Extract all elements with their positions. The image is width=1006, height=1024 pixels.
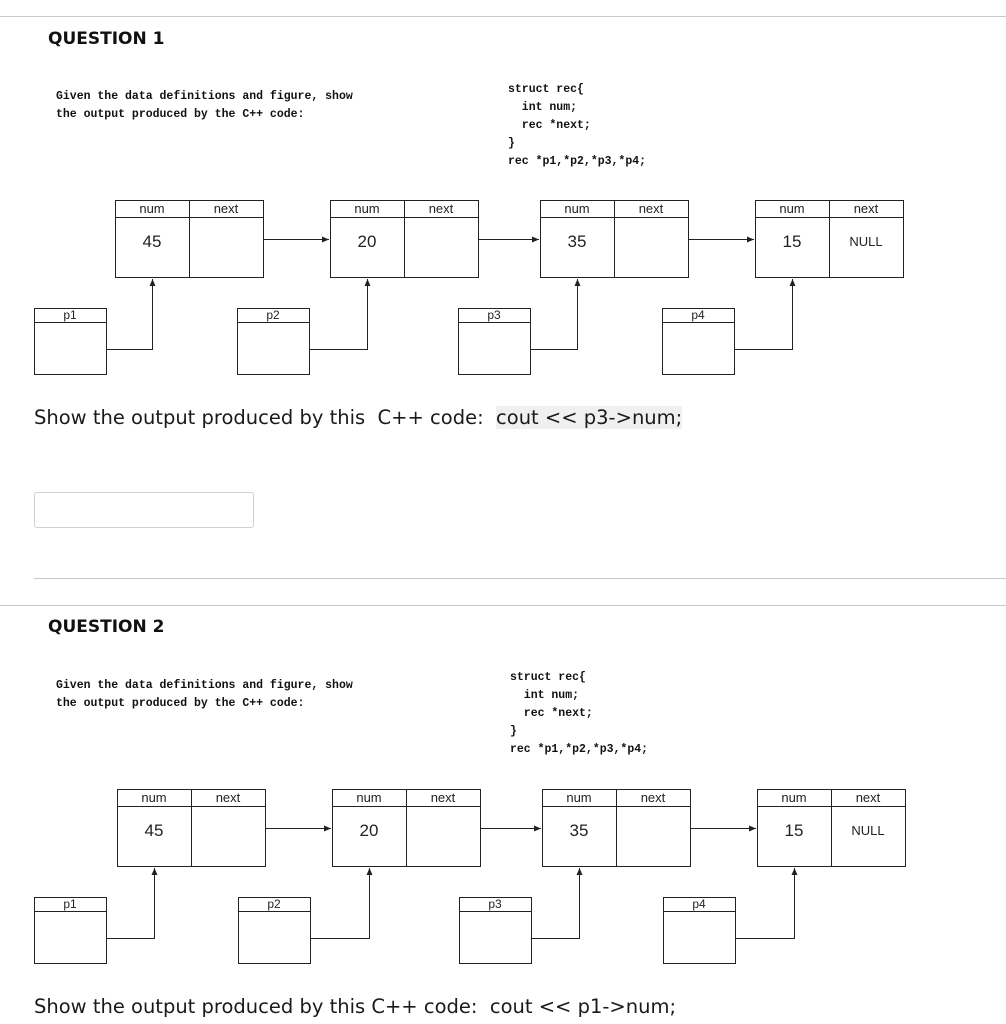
prompt-text: Show the output produced by this C++ code: <box>34 995 490 1018</box>
list-node <box>332 789 481 867</box>
num-value: 20 <box>357 232 377 251</box>
num-field-label: num <box>356 790 382 805</box>
pointer-name: p4 <box>691 308 705 322</box>
pointer-arrow <box>530 279 578 350</box>
num-field-label: num <box>139 201 165 216</box>
pointer-variable <box>662 308 735 375</box>
pointer-arrow <box>106 868 155 939</box>
num-field-label: num <box>781 790 807 805</box>
code-line: rec *p1,*p2,*p3,*p4; <box>508 155 647 168</box>
description-line: the output produced by the C++ code: <box>56 697 305 710</box>
question-2-prompt <box>34 995 676 1018</box>
description-line: Given the data definitions and figure, show <box>56 90 353 103</box>
pointer-arrow <box>531 868 580 939</box>
pointer-arrow <box>309 279 368 350</box>
pointer-variable <box>663 897 736 964</box>
code-line: int num; <box>510 689 580 702</box>
next-field-label: next <box>430 790 456 805</box>
question-1-bottom-divider <box>34 578 1006 579</box>
pointer-variable <box>458 308 531 375</box>
code-line: struct rec{ <box>508 83 584 96</box>
question-1-title: QUESTION 1 <box>48 29 165 49</box>
prompt-code: cout << p1->num; <box>489 995 677 1018</box>
pointer-name: p2 <box>266 308 280 322</box>
question-1-prompt <box>34 406 682 429</box>
next-field-label: next <box>855 790 881 805</box>
pointer-arrow <box>734 279 793 350</box>
num-value: 35 <box>567 232 587 251</box>
list-node <box>757 789 906 867</box>
list-node <box>117 789 266 867</box>
question-2-top-divider <box>0 605 1006 606</box>
next-field-label: next <box>853 201 879 216</box>
pointer-arrow <box>106 279 153 350</box>
pointer-name: p3 <box>487 308 501 322</box>
code-line: struct rec{ <box>510 671 586 684</box>
prompt-text: Show the output produced by this C++ code: <box>34 406 497 429</box>
num-value: 45 <box>144 821 164 840</box>
pointer-name: p2 <box>267 897 281 911</box>
list-node <box>542 789 691 867</box>
num-value: 15 <box>782 232 802 251</box>
pointer-variable <box>237 308 310 375</box>
pointer-arrow <box>310 868 370 939</box>
pointer-variable <box>34 308 107 375</box>
code-line: rec *p1,*p2,*p3,*p4; <box>510 743 649 756</box>
next-field-label: next <box>640 790 666 805</box>
num-value: 20 <box>359 821 379 840</box>
num-value: 45 <box>142 232 162 251</box>
description-line: the output produced by the C++ code: <box>56 108 305 121</box>
question-1-linked-list-figure <box>0 190 1006 380</box>
code-line: rec *next; <box>508 119 591 132</box>
next-field-label: next <box>215 790 241 805</box>
description-line: Given the data definitions and figure, show <box>56 679 353 692</box>
code-line: } <box>508 137 515 150</box>
pointer-variable <box>34 897 107 964</box>
list-node <box>330 200 479 278</box>
question-1-code <box>508 81 646 171</box>
pointer-name: p3 <box>488 897 502 911</box>
num-value: 35 <box>569 821 589 840</box>
next-field-label: next <box>638 201 664 216</box>
list-node <box>540 200 689 278</box>
num-field-label: num <box>354 201 380 216</box>
question-2-linked-list-figure <box>0 779 1006 969</box>
num-field-label: num <box>564 201 590 216</box>
pointer-variable <box>459 897 532 964</box>
pointer-arrow <box>735 868 795 939</box>
prompt-code: cout << p3->num; <box>496 406 683 429</box>
question-2-description <box>56 677 353 713</box>
question-1-top-divider <box>0 16 1006 17</box>
pointer-name: p1 <box>63 308 77 322</box>
next-value: NULL <box>849 234 883 249</box>
next-field-label: next <box>213 201 239 216</box>
num-value: 15 <box>784 821 804 840</box>
question-2-code <box>510 669 648 759</box>
next-field-label: next <box>428 201 454 216</box>
question-1-answer-input[interactable] <box>34 492 254 528</box>
list-node <box>115 200 264 278</box>
num-field-label: num <box>779 201 805 216</box>
next-value: NULL <box>851 823 885 838</box>
code-line: int num; <box>508 101 578 114</box>
num-field-label: num <box>566 790 592 805</box>
pointer-variable <box>238 897 311 964</box>
pointer-name: p1 <box>63 897 77 911</box>
list-node <box>755 200 904 278</box>
code-line: } <box>510 725 517 738</box>
question-1-description <box>56 88 353 124</box>
question-2-title: QUESTION 2 <box>48 617 165 637</box>
code-line: rec *next; <box>510 707 593 720</box>
num-field-label: num <box>141 790 167 805</box>
pointer-name: p4 <box>692 897 706 911</box>
